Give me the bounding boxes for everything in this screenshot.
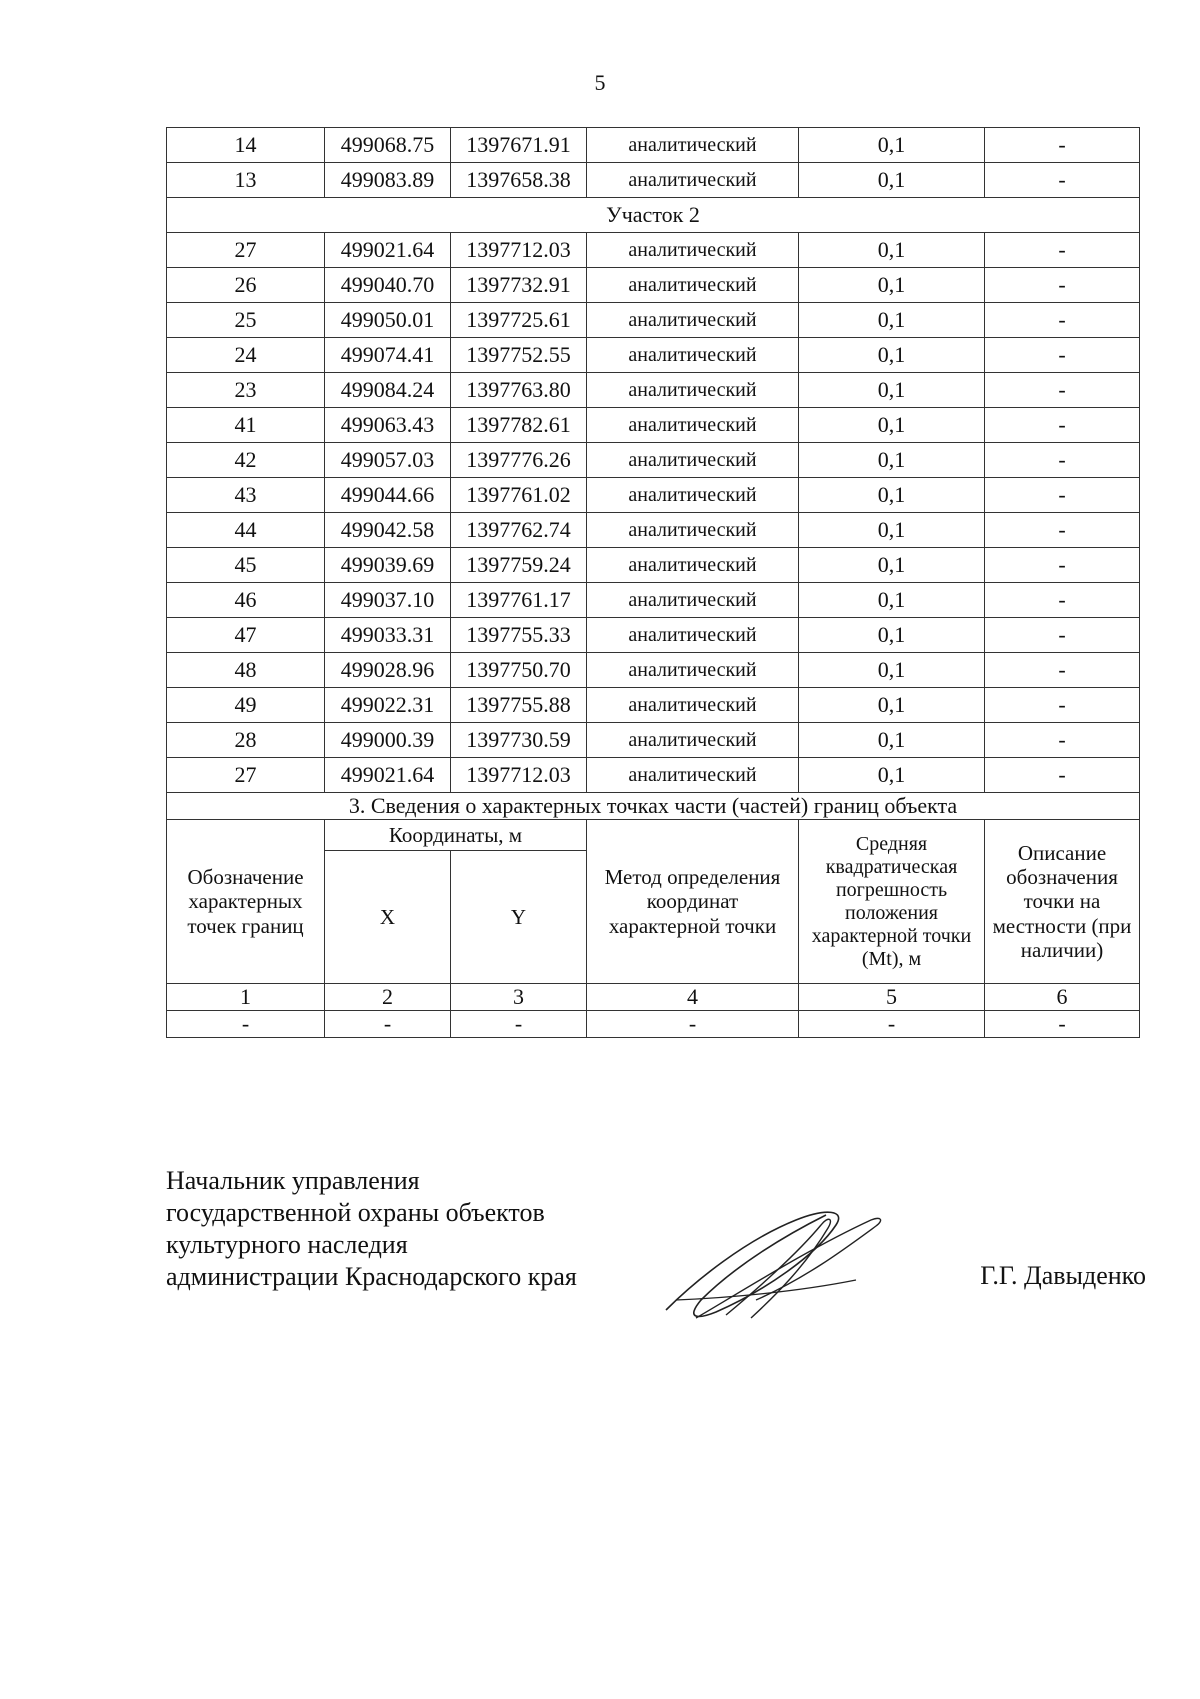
x-coordinate-cell: 499040.70 [325,268,451,303]
table-row [167,163,1140,198]
point-number-cell: 25 [167,303,325,338]
mt-cell: 0,1 [799,478,985,513]
header-designation: Обозначение характерных точек границ [167,820,325,984]
description-cell: - [985,723,1140,758]
column-number: 5 [799,984,985,1011]
x-coordinate-cell: 499028.96 [325,653,451,688]
handwritten-signature [656,1200,896,1330]
x-coordinate-cell: 499074.41 [325,338,451,373]
description-cell: - [985,128,1140,163]
description-cell: - [985,338,1140,373]
empty-cell: - [325,1011,451,1038]
mt-cell: 0,1 [799,688,985,723]
part-3 [167,793,1140,1038]
method-cell: аналитический [587,408,799,443]
mt-cell: 0,1 [799,128,985,163]
x-coordinate-cell: 499037.10 [325,583,451,618]
mt-cell: 0,1 [799,513,985,548]
position-line: государственной охраны объектов [166,1198,545,1227]
table-row [167,408,1140,443]
method-cell: аналитический [587,618,799,653]
position-line: культурного наследия [166,1230,408,1259]
y-coordinate-cell: 1397755.88 [451,688,587,723]
x-coordinate-cell: 499084.24 [325,373,451,408]
column-number: 3 [451,984,587,1011]
description-cell: - [985,478,1140,513]
description-cell: - [985,233,1140,268]
description-cell: - [985,513,1140,548]
x-coordinate-cell: 499057.03 [325,443,451,478]
signer-name: Г.Г. Давыденко [980,1261,1146,1290]
x-coordinate-cell: 499063.43 [325,408,451,443]
y-coordinate-cell: 1397782.61 [451,408,587,443]
position-line: Начальник управления [166,1166,420,1195]
section-title: Участок 2 [167,198,1140,233]
description-cell: - [985,583,1140,618]
table-row [167,653,1140,688]
method-cell: аналитический [587,513,799,548]
y-coordinate-cell: 1397759.24 [451,548,587,583]
x-coordinate-cell: 499044.66 [325,478,451,513]
method-cell: аналитический [587,653,799,688]
description-cell: - [985,303,1140,338]
method-cell: аналитический [587,758,799,793]
x-coordinate-cell: 499039.69 [325,548,451,583]
table-row [167,723,1140,758]
y-coordinate-cell: 1397712.03 [451,233,587,268]
table-row [167,688,1140,723]
method-cell: аналитический [587,338,799,373]
x-coordinate-cell: 499021.64 [325,758,451,793]
point-number-cell: 14 [167,128,325,163]
point-number-cell: 43 [167,478,325,513]
x-coordinate-cell: 499042.58 [325,513,451,548]
description-cell: - [985,758,1140,793]
method-cell: аналитический [587,583,799,618]
signer-position [166,1165,577,1293]
mt-cell: 0,1 [799,443,985,478]
x-coordinate-cell: 499021.64 [325,233,451,268]
x-coordinate-cell: 499083.89 [325,163,451,198]
column-numbers-row [167,984,1140,1011]
mt-cell: 0,1 [799,338,985,373]
y-coordinate-cell: 1397752.55 [451,338,587,373]
section-title-row [167,198,1140,233]
signature-block [166,1165,1146,1335]
table-row [167,548,1140,583]
method-cell: аналитический [587,373,799,408]
method-cell: аналитический [587,548,799,583]
mt-cell: 0,1 [799,758,985,793]
table-row [167,513,1140,548]
description-cell: - [985,548,1140,583]
point-number-cell: 24 [167,338,325,373]
header-y: Y [451,851,587,984]
y-coordinate-cell: 1397658.38 [451,163,587,198]
y-coordinate-cell: 1397763.80 [451,373,587,408]
method-cell: аналитический [587,268,799,303]
point-number-cell: 26 [167,268,325,303]
point-number-cell: 23 [167,373,325,408]
mt-cell: 0,1 [799,303,985,338]
point-number-cell: 47 [167,618,325,653]
y-coordinate-cell: 1397750.70 [451,653,587,688]
mt-cell: 0,1 [799,548,985,583]
method-cell: аналитический [587,233,799,268]
x-coordinate-cell: 499000.39 [325,723,451,758]
x-coordinate-cell: 499022.31 [325,688,451,723]
y-coordinate-cell: 1397761.17 [451,583,587,618]
mt-cell: 0,1 [799,653,985,688]
point-number-cell: 41 [167,408,325,443]
point-number-cell: 27 [167,758,325,793]
point-number-cell: 48 [167,653,325,688]
y-coordinate-cell: 1397732.91 [451,268,587,303]
header-description: Описание обозначения точки на местности (при наличии) [985,820,1140,984]
table-row [167,338,1140,373]
table-row [167,373,1140,408]
table-row [167,268,1140,303]
point-number-cell: 46 [167,583,325,618]
y-coordinate-cell: 1397712.03 [451,758,587,793]
rows-before [167,128,1140,198]
y-coordinate-cell: 1397761.02 [451,478,587,513]
point-number-cell: 13 [167,163,325,198]
coordinates-table [166,127,1140,1038]
part3-title: 3. Сведения о характерных точках части (частей) границ объекта [167,793,1140,820]
empty-cell: - [985,1011,1140,1038]
empty-cell: - [587,1011,799,1038]
method-cell: аналитический [587,128,799,163]
x-coordinate-cell: 499033.31 [325,618,451,653]
part3-header-row-1 [167,820,1140,851]
mt-cell: 0,1 [799,268,985,303]
description-cell: - [985,688,1140,723]
mt-cell: 0,1 [799,723,985,758]
description-cell: - [985,408,1140,443]
column-number: 4 [587,984,799,1011]
description-cell: - [985,443,1140,478]
mt-cell: 0,1 [799,233,985,268]
table-row [167,233,1140,268]
header-method: Метод определения координат характерной точки [587,820,799,984]
method-cell: аналитический [587,688,799,723]
table-row [167,583,1140,618]
mt-cell: 0,1 [799,583,985,618]
method-cell: аналитический [587,478,799,513]
empty-cell: - [451,1011,587,1038]
position-line: администрации Краснодарского края [166,1262,577,1291]
table-row [167,128,1140,163]
y-coordinate-cell: 1397671.91 [451,128,587,163]
part3-title-row [167,793,1140,820]
point-number-cell: 45 [167,548,325,583]
x-coordinate-cell: 499050.01 [325,303,451,338]
method-cell: аналитический [587,443,799,478]
description-cell: - [985,268,1140,303]
point-number-cell: 44 [167,513,325,548]
header-mt: Средняя квадратическая погрешность положения характерной точки (Mt), м [799,820,985,984]
description-cell: - [985,618,1140,653]
method-cell: аналитический [587,163,799,198]
empty-data-row [167,1011,1140,1038]
mt-cell: 0,1 [799,373,985,408]
description-cell: - [985,163,1140,198]
header-x: X [325,851,451,984]
method-cell: аналитический [587,723,799,758]
column-number: 1 [167,984,325,1011]
description-cell: - [985,653,1140,688]
description-cell: - [985,373,1140,408]
empty-cell: - [799,1011,985,1038]
empty-cell: - [167,1011,325,1038]
y-coordinate-cell: 1397776.26 [451,443,587,478]
rows-section-2 [167,233,1140,793]
y-coordinate-cell: 1397755.33 [451,618,587,653]
y-coordinate-cell: 1397762.74 [451,513,587,548]
method-cell: аналитический [587,303,799,338]
point-number-cell: 27 [167,233,325,268]
table-row [167,478,1140,513]
table-row [167,618,1140,653]
table-row [167,303,1140,338]
y-coordinate-cell: 1397730.59 [451,723,587,758]
table-row [167,758,1140,793]
mt-cell: 0,1 [799,618,985,653]
y-coordinate-cell: 1397725.61 [451,303,587,338]
page-number: 5 [594,70,606,95]
column-number: 2 [325,984,451,1011]
x-coordinate-cell: 499068.75 [325,128,451,163]
mt-cell: 0,1 [799,163,985,198]
column-number: 6 [985,984,1140,1011]
mt-cell: 0,1 [799,408,985,443]
point-number-cell: 42 [167,443,325,478]
point-number-cell: 28 [167,723,325,758]
header-coordinates: Координаты, м [325,820,587,851]
section-2 [167,198,1140,233]
point-number-cell: 49 [167,688,325,723]
table-row [167,443,1140,478]
